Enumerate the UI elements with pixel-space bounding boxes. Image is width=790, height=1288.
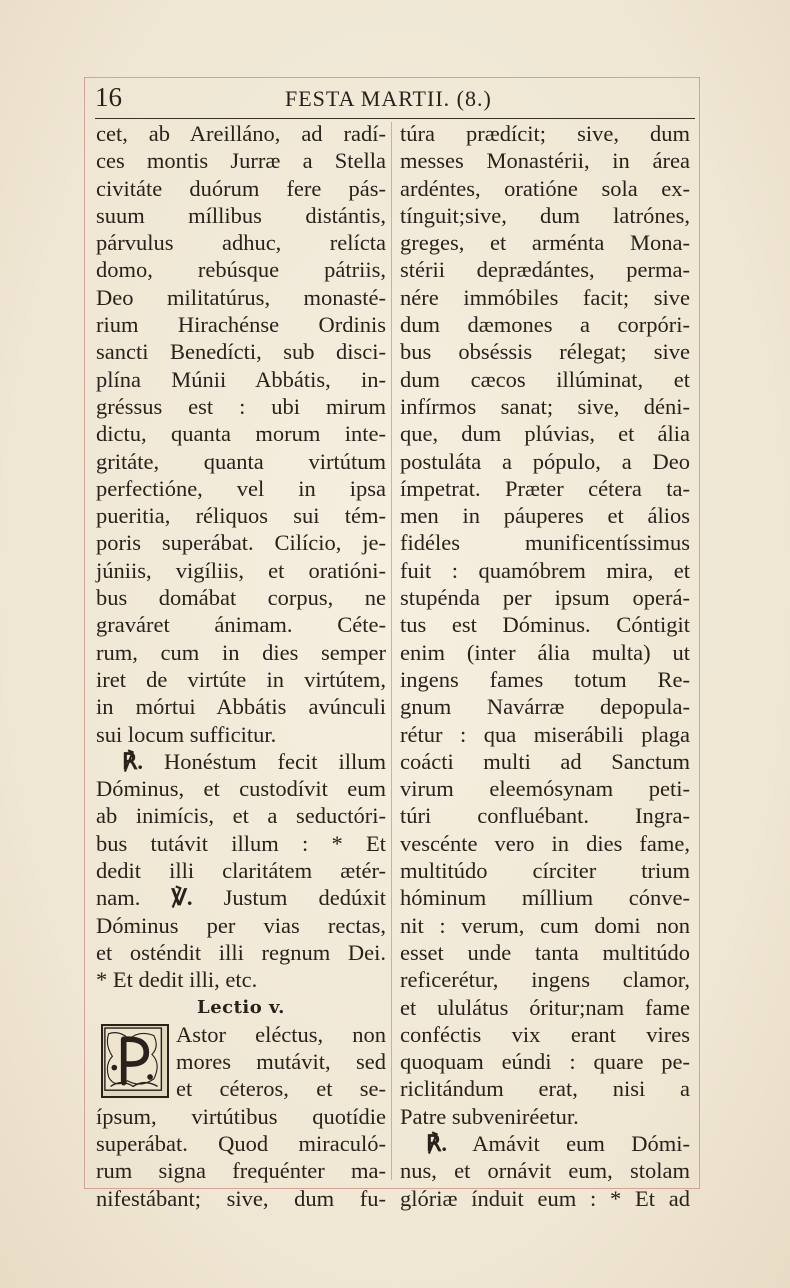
text-line: superábat. Quod miraculó- bbox=[96, 1131, 386, 1157]
text-line: et céteros, et se- bbox=[176, 1076, 386, 1102]
text-line: dum dæmones a corpóri- bbox=[400, 312, 690, 338]
text-line: gnum Navárræ depopula- bbox=[400, 694, 690, 720]
text-line: virum eleemósynam peti- bbox=[400, 776, 690, 802]
text-line: nifestábant; sive, dum fu- bbox=[96, 1185, 386, 1211]
text-line: ípsum, virtútibus quotídie bbox=[96, 1103, 386, 1129]
text-line: que, dum plúvias, et ália bbox=[400, 421, 690, 447]
text-line: poris superábat. Cilício, je- bbox=[96, 530, 386, 556]
initial-lines bbox=[176, 1021, 386, 1103]
text-line: nam. ℣. Justum dedúxit bbox=[96, 885, 386, 911]
text-line: párvulus adhuc, relícta bbox=[96, 230, 386, 256]
text-line: gritáte, quanta virtútum bbox=[96, 448, 386, 474]
text-line: rétur : qua miserábili plaga bbox=[400, 721, 690, 747]
text-line: esset unde tanta multitúdo bbox=[400, 939, 690, 965]
column-divider bbox=[391, 122, 392, 1180]
text-line: suum míllibus distántis, bbox=[96, 202, 386, 228]
left-main-text bbox=[96, 120, 386, 748]
initial-block bbox=[96, 1021, 386, 1103]
text-line: dictu, quanta morum inte- bbox=[96, 421, 386, 447]
text-line: dedit illi claritátem ætér- bbox=[96, 858, 386, 884]
text-line: ℟. Amávit eum Dómi- bbox=[426, 1130, 690, 1156]
text-line: fuit : quamóbrem mira, et bbox=[400, 557, 690, 583]
text-line: tus est Dóminus. Cóntigit bbox=[400, 612, 690, 638]
text-line: men in páuperes et álios bbox=[400, 503, 690, 529]
text-line: plína Múnii Abbátis, in- bbox=[96, 366, 386, 392]
frame-rule-top bbox=[84, 77, 700, 78]
text-line: gréssus est : ubi mirum bbox=[96, 393, 386, 419]
text-line: sui locum sufficitur. bbox=[96, 721, 277, 747]
text-line: Patre subveniréetur. bbox=[400, 1103, 579, 1129]
lectio-title: Lectio v. bbox=[197, 996, 285, 1018]
text-line: Deo militatúrus, monasté- bbox=[96, 284, 386, 310]
text-line: nére immóbiles facit; sive bbox=[400, 284, 690, 310]
left-column bbox=[96, 120, 386, 1212]
text-line: Astor eléctus, non bbox=[176, 1021, 386, 1047]
text-line: hóminum míllium cónve- bbox=[400, 885, 690, 911]
text-line: glóriæ índuit eum : * Et ad bbox=[400, 1185, 690, 1211]
text-line: túra prædícit; sive, dum bbox=[400, 121, 690, 146]
text-line: rum signa frequénter ma- bbox=[96, 1158, 386, 1184]
text-line: rium Hirachénse Ordinis bbox=[96, 312, 386, 338]
text-line: dum cæcos illúminat, et bbox=[400, 366, 690, 392]
text-line: fidéles munificentíssimus bbox=[400, 530, 690, 556]
text-line: stérii deprædántes, perma- bbox=[400, 257, 690, 283]
text-line: messes Monastérii, in área bbox=[400, 148, 690, 174]
text-line: multitúdo círciter trium bbox=[400, 858, 690, 884]
text-line: Dóminus per vias rectas, bbox=[96, 912, 386, 938]
text-line: postuláta a pópulo, a Deo bbox=[400, 448, 690, 474]
frame-rule-right bbox=[699, 77, 700, 1189]
text-line: Dóminus, et custodívit eum bbox=[96, 776, 386, 802]
text-line: nus, et ornávit eum, stolam bbox=[400, 1158, 690, 1184]
versicle-symbol: ℣. bbox=[171, 885, 193, 911]
right-main-text bbox=[400, 120, 690, 1130]
text-line: ardéntes, oratióne sola ex- bbox=[400, 175, 690, 201]
text-line: nit : verum, cum domi non bbox=[400, 912, 690, 938]
text-line: reficerétur, ingens clamor, bbox=[400, 967, 690, 993]
text-line: túri confluébant. Ingra- bbox=[400, 803, 690, 829]
text-line: civitáte duórum fere pás- bbox=[96, 175, 386, 201]
page-header bbox=[95, 82, 695, 118]
header-rule bbox=[95, 118, 695, 119]
text-line: domo, rebúsque pátriis, bbox=[96, 257, 386, 283]
text-line: graváret ánimam. Céte- bbox=[96, 612, 386, 638]
text-line: cet, ab Areilláno, ad radí- bbox=[96, 121, 386, 146]
text-line: enim (inter ália multa) ut bbox=[400, 639, 690, 665]
text-line: rum, cum in dies semper bbox=[96, 639, 386, 665]
right-column bbox=[400, 120, 690, 1212]
responsory-block bbox=[96, 748, 386, 994]
text-line: greges, et arménta Mona- bbox=[400, 230, 690, 256]
text-line: et ululátus óritur;nam fame bbox=[400, 994, 690, 1020]
text-line: tínguit;sive, dum latrónes, bbox=[400, 202, 690, 228]
text-line: infírmos sanat; sive, déni- bbox=[400, 393, 690, 419]
text-line: conféctis vix erant vires bbox=[400, 1021, 690, 1047]
text-line: ab inimícis, et a seductóri- bbox=[96, 803, 386, 829]
text-line: sancti Benedícti, sub disci- bbox=[96, 339, 386, 365]
text-line: iret de virtúte in virtútem, bbox=[96, 666, 386, 692]
right-responsory-block bbox=[400, 1130, 690, 1212]
running-head: FESTA MARTII. (8.) bbox=[285, 86, 492, 111]
text-line: pueritia, réliquos sui tém- bbox=[96, 503, 386, 529]
text-line: bus obséssis rélegat; sive bbox=[400, 339, 690, 365]
frame-rule-left bbox=[84, 77, 85, 1189]
text-line: quoquam eúndi : quare pe- bbox=[400, 1049, 690, 1075]
text-line: ℟. Honéstum fecit illum bbox=[122, 748, 386, 774]
responsory-symbol: ℟. bbox=[426, 1130, 448, 1156]
text-line: ímpetrat. Præter cétera ta- bbox=[400, 475, 690, 501]
text-line: ingens fames totum Re- bbox=[400, 666, 690, 692]
decorated-initial-p-icon bbox=[101, 1024, 169, 1098]
ornament-initial-svg bbox=[103, 1026, 167, 1096]
text-line: coácti multi ad Sanctum bbox=[400, 748, 690, 774]
text-line: perfectióne, vel in ipsa bbox=[96, 475, 386, 501]
text-line: in mórtui Abbátis avúnculi bbox=[96, 694, 386, 720]
text-line: mores mutávit, sed bbox=[176, 1049, 386, 1075]
text-line: bus tutávit illum : * Et bbox=[96, 830, 386, 856]
text-line: ces montis Jurræ a Stella bbox=[96, 148, 386, 174]
text-line: vescénte vero in dies fame, bbox=[400, 830, 690, 856]
page-number: 16 bbox=[95, 82, 122, 112]
text-line: * Et dedit illi, etc. bbox=[96, 967, 258, 993]
text-line: bus domábat corpus, ne bbox=[96, 585, 386, 611]
text-line: júniis, vigíliis, et oratióni- bbox=[96, 557, 386, 583]
responsory-symbol: ℟. bbox=[122, 748, 144, 774]
text-line: stupénda per ipsum operá- bbox=[400, 585, 690, 611]
text-line: riclitándum erat, nisi a bbox=[400, 1076, 690, 1102]
text-line: et osténdit illi regnum Dei. bbox=[96, 939, 386, 965]
